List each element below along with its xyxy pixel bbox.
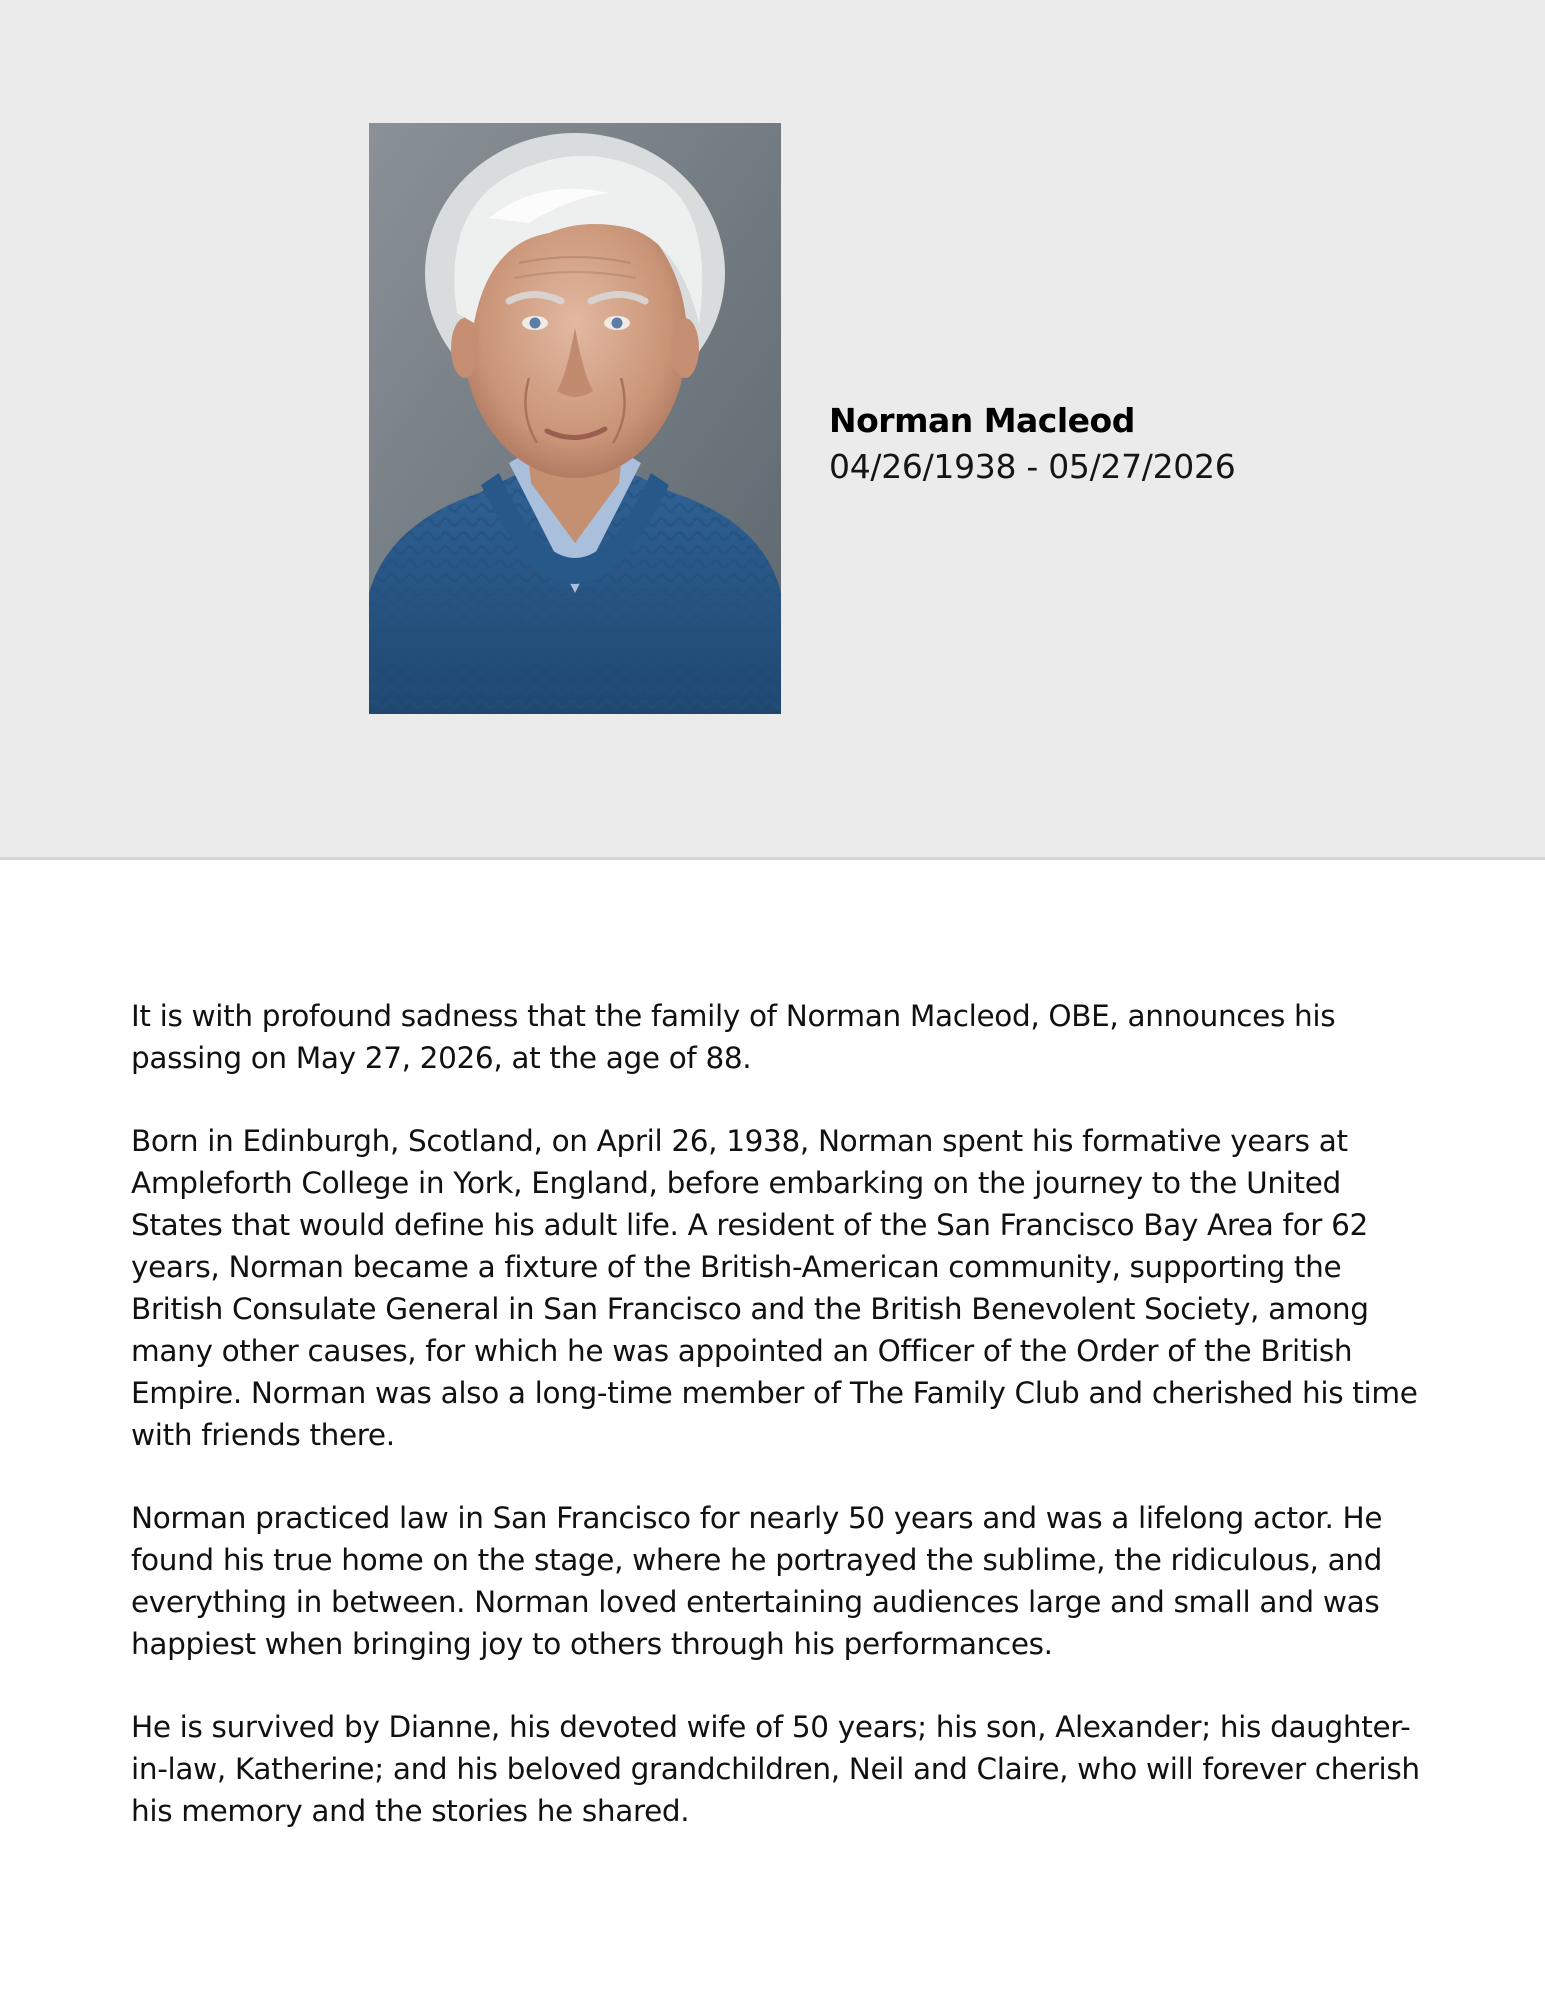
obituary-paragraph: It is with profound sadness that the family of Norman Macleod, OBE, announces his passing on May 27, 2026, at the age of 88. — [131, 999, 1336, 1075]
header-band — [0, 0, 1545, 860]
deceased-name: Norman Macleod — [829, 401, 1135, 440]
obituary-text — [131, 995, 1431, 1873]
portrait-illustration — [369, 123, 781, 714]
obituary-paragraph: Norman practiced law in San Francisco for nearly 50 years and was a lifelong actor. He found his true home on the stage, where he portrayed the sublime, the ridiculous, and everything in between. Norman loved entertaining audiences large and small and was happiest when bringing joy to others through his performances. — [131, 1501, 1383, 1661]
obituary-paragraph: He is survived by Dianne, his devoted wife of 50 years; his son, Alexander; his daughter-in-law, Katherine; and his beloved grandchildren, Neil and Claire, who will forever cherish his memory and the stories he shared. — [131, 1710, 1420, 1828]
life-dates: 04/26/1938 - 05/27/2026 — [829, 447, 1236, 486]
name-block — [829, 398, 1389, 490]
portrait-photo — [369, 123, 781, 714]
obituary-paragraph: Born in Edinburgh, Scotland, on April 26, 1938, Norman spent his formative years at Ampleforth College in York, England, before embarking on the journey to the United States that would define his adult life. A resident of the San Francisco Bay Area for 62 years, Norman became a fixture of the British-American community, supporting the British Consulate General in San Francisco and the British Benevolent Society, among many other causes, for which he was appointed an Officer of the Order of the British Empire. Norman was also a long-time member of The Family Club and cherished his time with friends there. — [131, 1124, 1418, 1452]
